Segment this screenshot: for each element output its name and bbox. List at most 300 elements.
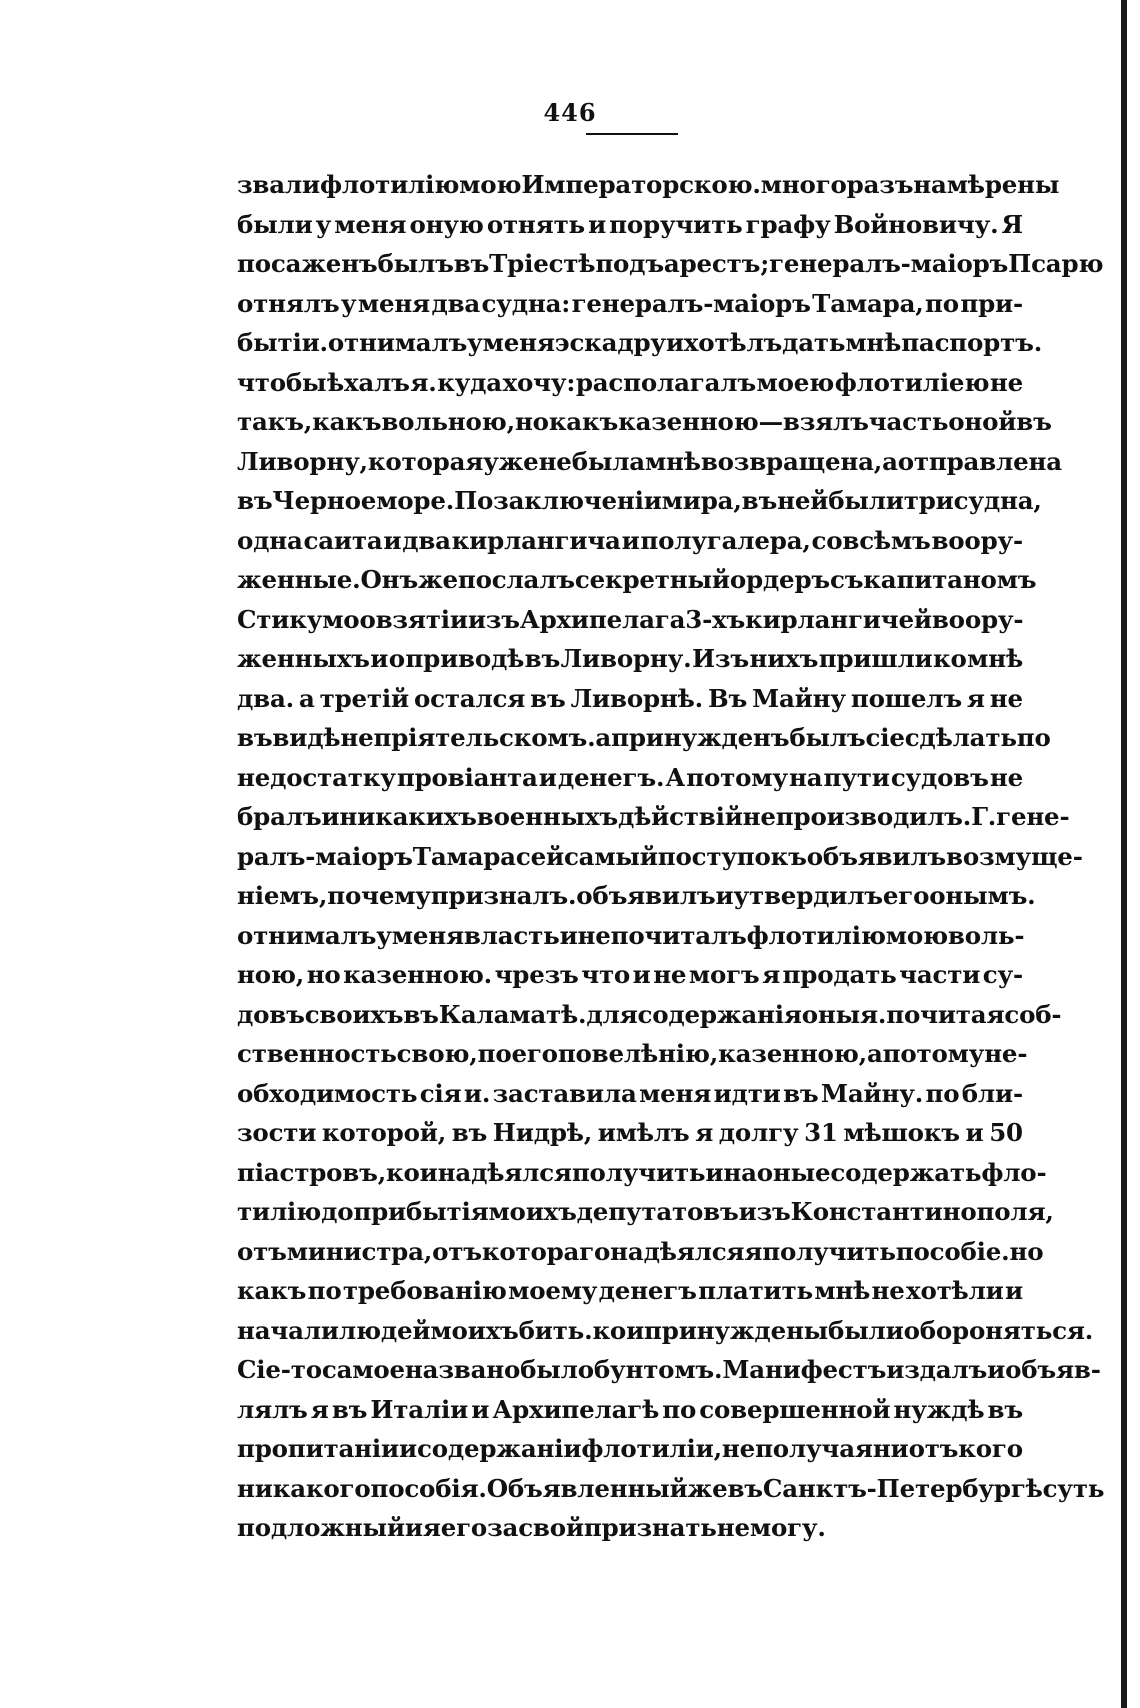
word: третій bbox=[319, 683, 409, 713]
text-line bbox=[237, 205, 1023, 245]
word: дать bbox=[782, 328, 846, 357]
word: не bbox=[989, 683, 1023, 713]
word: графу bbox=[745, 209, 831, 239]
word: Императорскою. bbox=[521, 170, 761, 199]
word: Нидрѣ, bbox=[492, 1118, 593, 1147]
text-line bbox=[237, 600, 1023, 640]
word: производилъ. bbox=[775, 802, 972, 831]
word: не bbox=[716, 1513, 750, 1542]
word: довъ bbox=[237, 999, 305, 1029]
word: я. bbox=[410, 367, 437, 397]
word: почиталъ bbox=[610, 920, 747, 950]
word: прибытія bbox=[353, 1197, 489, 1226]
word: три bbox=[903, 486, 954, 515]
word: подложный bbox=[237, 1513, 405, 1542]
word: министра, bbox=[286, 1236, 433, 1266]
word: чтобы bbox=[237, 367, 327, 397]
word: объявилъ bbox=[806, 841, 947, 871]
word: получить bbox=[571, 1157, 706, 1187]
word: казенною. bbox=[343, 960, 492, 989]
word: кои bbox=[386, 1157, 438, 1187]
word: мнѣ bbox=[644, 446, 701, 476]
word: воору- bbox=[931, 604, 1024, 634]
word: лялъ bbox=[237, 1394, 308, 1424]
word: Архипелага bbox=[519, 604, 686, 634]
word: возмуще- bbox=[946, 841, 1083, 871]
text-line bbox=[237, 995, 1062, 1035]
word: обходимость bbox=[237, 1078, 418, 1108]
word: начали bbox=[237, 1315, 339, 1345]
word: я bbox=[744, 1236, 763, 1266]
word: былъ bbox=[789, 723, 866, 752]
word: заключеніи bbox=[493, 486, 662, 515]
word: вольною, bbox=[381, 407, 515, 436]
word: моему bbox=[508, 1276, 598, 1305]
word: приводѣ bbox=[405, 644, 525, 673]
word: до bbox=[321, 1197, 354, 1226]
word: судовъ bbox=[890, 762, 989, 792]
word: а bbox=[595, 723, 612, 752]
word: части bbox=[899, 960, 981, 989]
word: отъ bbox=[432, 1236, 482, 1266]
word: флотилію bbox=[319, 170, 460, 199]
text-line bbox=[237, 718, 1051, 758]
text-line bbox=[237, 1074, 1023, 1114]
word: кирлангича bbox=[451, 525, 621, 555]
word: Манифестъ bbox=[722, 1355, 887, 1384]
word: былъ bbox=[377, 249, 454, 278]
word: какъ bbox=[312, 407, 382, 436]
word: же bbox=[417, 565, 458, 594]
word: не bbox=[538, 446, 572, 476]
word: въ bbox=[741, 486, 778, 515]
word: но bbox=[306, 960, 341, 989]
word: не bbox=[721, 1434, 756, 1463]
page-edge-shadow bbox=[1121, 0, 1127, 1708]
word: кирлангичей bbox=[745, 604, 932, 634]
word: изъ bbox=[467, 604, 520, 634]
word: хочу: bbox=[502, 367, 576, 397]
word: самое bbox=[321, 1355, 405, 1384]
word: надѣялся bbox=[437, 1157, 572, 1187]
word: и bbox=[987, 1355, 1006, 1384]
word: и bbox=[715, 881, 734, 910]
word: по bbox=[925, 1078, 960, 1108]
text-line bbox=[237, 323, 1043, 363]
word: отнималъ bbox=[237, 920, 377, 950]
text-line bbox=[237, 1192, 1054, 1232]
word: свою, bbox=[396, 1039, 478, 1068]
text-line bbox=[237, 363, 1023, 403]
word: меня bbox=[391, 920, 464, 950]
word: взятіи bbox=[375, 604, 468, 634]
word: названо bbox=[404, 1355, 521, 1384]
word: меня bbox=[334, 209, 407, 239]
word: 50 bbox=[989, 1118, 1023, 1147]
word: за bbox=[487, 1513, 519, 1542]
word: пособіе. bbox=[895, 1236, 1010, 1266]
word: призналъ. bbox=[430, 881, 577, 910]
word: Ливорну, bbox=[237, 446, 368, 476]
word: по bbox=[307, 1276, 342, 1305]
word: соб- bbox=[1004, 999, 1062, 1029]
word: отправлена bbox=[897, 446, 1062, 476]
word: по bbox=[477, 1039, 512, 1068]
word: но bbox=[514, 407, 549, 436]
word: и bbox=[621, 525, 640, 555]
word: непріятельскомъ. bbox=[340, 723, 596, 752]
word: флотиліи, bbox=[581, 1434, 722, 1463]
word: меня bbox=[482, 328, 555, 357]
word: и bbox=[665, 328, 684, 357]
word: въ bbox=[727, 1473, 763, 1503]
word: а bbox=[866, 1039, 883, 1068]
word: и bbox=[370, 644, 389, 673]
word: Черное bbox=[272, 486, 377, 515]
word: поступокъ bbox=[657, 841, 807, 871]
word: не- bbox=[984, 1039, 1028, 1068]
word: оныя. bbox=[801, 999, 887, 1029]
word: которая bbox=[367, 446, 484, 476]
word: власть bbox=[463, 920, 560, 950]
word: отъ bbox=[237, 1236, 287, 1266]
word: были bbox=[237, 209, 313, 239]
word: долгу bbox=[718, 1118, 799, 1147]
word: два bbox=[431, 288, 481, 318]
text-line bbox=[237, 1429, 1023, 1469]
word: тилію bbox=[237, 1197, 322, 1226]
word: и bbox=[588, 209, 607, 239]
word: такъ, bbox=[237, 407, 313, 436]
word: требованію bbox=[342, 1276, 507, 1305]
text-line bbox=[237, 244, 1104, 284]
word: въ bbox=[331, 1394, 368, 1424]
word: бунтомъ. bbox=[593, 1355, 723, 1384]
word: оные bbox=[756, 1157, 831, 1187]
word: Сіе-то bbox=[237, 1355, 322, 1384]
text-line bbox=[237, 1469, 1105, 1509]
word: потому bbox=[686, 762, 788, 792]
text-line bbox=[237, 1271, 1023, 1311]
word: паспортъ. bbox=[901, 328, 1043, 357]
word: судна: bbox=[481, 288, 571, 318]
word: женныхъ bbox=[237, 644, 370, 673]
word: бли- bbox=[961, 1078, 1023, 1108]
word: продать bbox=[782, 960, 897, 989]
word: у bbox=[315, 209, 332, 239]
word: оную bbox=[409, 209, 484, 239]
word: одна bbox=[237, 525, 303, 555]
word: объявилъ bbox=[576, 881, 716, 910]
word: я bbox=[310, 1394, 329, 1424]
word: Санктъ-Петербургѣ bbox=[762, 1473, 1043, 1503]
word: сдѣлать bbox=[904, 723, 1017, 752]
word: Тамара bbox=[412, 841, 516, 871]
word: было bbox=[520, 1355, 594, 1384]
word: не bbox=[577, 920, 611, 950]
word: въ bbox=[237, 486, 273, 515]
word: сіе bbox=[865, 723, 905, 752]
word: Тамара, bbox=[812, 288, 924, 318]
word: Тріестѣ bbox=[489, 249, 596, 278]
text-line bbox=[237, 481, 1042, 521]
word: мнѣ bbox=[845, 328, 902, 357]
text-line bbox=[237, 284, 1023, 324]
word: генералъ-маіоръ bbox=[571, 288, 811, 318]
word: объяв- bbox=[1005, 1355, 1101, 1384]
word: А bbox=[665, 762, 686, 792]
word: была bbox=[571, 446, 645, 476]
word: видѣ bbox=[272, 723, 341, 752]
word: которой, bbox=[321, 1118, 447, 1147]
text-line bbox=[237, 165, 1060, 205]
word: не bbox=[989, 367, 1023, 397]
word: ни bbox=[872, 1434, 909, 1463]
text-line bbox=[237, 1350, 1101, 1390]
text-line bbox=[237, 916, 1023, 956]
word: моихъ bbox=[430, 1315, 519, 1345]
word: часть bbox=[868, 407, 949, 436]
word: какъ bbox=[237, 1276, 307, 1305]
word: кого bbox=[958, 1434, 1023, 1463]
word: мнѣ bbox=[814, 1276, 871, 1305]
word: почему bbox=[327, 881, 431, 910]
text-line bbox=[237, 837, 1083, 877]
text-line bbox=[237, 402, 1052, 442]
word: гене- bbox=[996, 802, 1070, 831]
word: хотѣли bbox=[906, 1276, 1004, 1305]
word: денегъ bbox=[598, 1276, 697, 1305]
text-line bbox=[237, 1113, 1023, 1153]
word: у bbox=[376, 920, 392, 950]
word: не bbox=[871, 1276, 905, 1305]
word: бралъ bbox=[237, 802, 322, 831]
word: кои bbox=[592, 1315, 645, 1345]
word: никакихъ bbox=[339, 802, 477, 831]
word: чрезъ bbox=[494, 960, 579, 989]
text-line bbox=[237, 955, 1023, 995]
word: отнять bbox=[486, 209, 585, 239]
word: были bbox=[828, 1315, 904, 1345]
word: изъ bbox=[738, 1197, 791, 1226]
word: моихъ bbox=[488, 1197, 577, 1226]
word: при- bbox=[960, 288, 1023, 318]
text-line bbox=[237, 1153, 1047, 1193]
word: море. bbox=[376, 486, 455, 515]
word: Италіи bbox=[370, 1394, 469, 1424]
word: совершенной bbox=[699, 1394, 891, 1424]
word: флотиліею bbox=[834, 367, 990, 397]
text-line bbox=[237, 1232, 1044, 1272]
text-line bbox=[237, 1508, 1023, 1548]
word: самый bbox=[563, 841, 658, 871]
word: меня bbox=[639, 1078, 712, 1108]
word: пришли bbox=[818, 644, 933, 673]
word: ѣхалъ bbox=[326, 367, 410, 397]
word: суть bbox=[1042, 1473, 1105, 1503]
word: посаженъ bbox=[237, 249, 378, 278]
word: отнималъ bbox=[327, 328, 468, 357]
word: дѣйствій bbox=[617, 802, 743, 831]
word: секретный bbox=[574, 565, 730, 594]
word: и bbox=[383, 525, 402, 555]
page-number: 446 bbox=[543, 98, 597, 127]
word: котораго bbox=[481, 1236, 611, 1266]
word: и bbox=[965, 1118, 984, 1147]
body-text bbox=[237, 165, 1105, 1548]
text-line bbox=[237, 442, 1062, 482]
text-line bbox=[237, 758, 1023, 798]
word: принуждены bbox=[644, 1315, 829, 1345]
text-line bbox=[237, 679, 1023, 719]
word: бить. bbox=[518, 1315, 593, 1345]
word: пути bbox=[823, 762, 890, 792]
word: и bbox=[399, 1434, 417, 1463]
word: два bbox=[402, 525, 451, 555]
word: совсѣмъ bbox=[811, 525, 931, 555]
word: арестъ; bbox=[663, 249, 770, 278]
word: Константинополя, bbox=[790, 1197, 1054, 1226]
page-number-rule bbox=[586, 133, 678, 135]
word: же bbox=[687, 1473, 728, 1503]
word: содержаніи bbox=[417, 1434, 582, 1463]
word: мира, bbox=[661, 486, 742, 515]
word: ралъ-маіоръ bbox=[237, 841, 413, 871]
word: меня bbox=[357, 288, 430, 318]
word: Ливорну. bbox=[560, 644, 692, 673]
word: въ bbox=[530, 683, 566, 713]
word: а bbox=[882, 446, 898, 476]
word: его bbox=[882, 881, 930, 910]
word: Войновичу. bbox=[833, 209, 999, 239]
word: много bbox=[760, 170, 847, 199]
word: но bbox=[1009, 1236, 1044, 1266]
text-line bbox=[237, 639, 1023, 679]
word: какъ bbox=[548, 407, 619, 436]
word: мою bbox=[885, 920, 948, 950]
word: о bbox=[359, 604, 376, 634]
word: оной bbox=[948, 407, 1017, 436]
word: получая bbox=[755, 1434, 873, 1463]
word: Майну bbox=[752, 683, 846, 713]
word: я bbox=[966, 683, 985, 713]
word: полугалера, bbox=[640, 525, 811, 555]
word: свой bbox=[518, 1513, 584, 1542]
word: капитаномъ bbox=[863, 565, 1037, 594]
text-line bbox=[237, 521, 1023, 561]
word: не bbox=[653, 960, 687, 989]
word: 31 bbox=[804, 1118, 838, 1147]
word: обороняться. bbox=[903, 1315, 1094, 1345]
word: зости bbox=[237, 1118, 317, 1147]
word: заставила bbox=[492, 1078, 637, 1108]
word: идти bbox=[713, 1078, 781, 1108]
word: утвердилъ bbox=[733, 881, 883, 910]
word: не bbox=[989, 762, 1023, 792]
word: могу. bbox=[749, 1513, 826, 1542]
word: мою bbox=[459, 170, 522, 199]
word: по bbox=[662, 1394, 697, 1424]
word: получить bbox=[762, 1236, 896, 1266]
word: никакого bbox=[237, 1473, 371, 1503]
word: издалъ bbox=[886, 1355, 988, 1384]
text-line bbox=[237, 560, 1037, 600]
word: бытіи. bbox=[237, 328, 328, 357]
word: и bbox=[705, 1157, 724, 1187]
word: и bbox=[321, 802, 340, 831]
word: поручить bbox=[609, 209, 743, 239]
word: Каламатѣ. bbox=[438, 999, 587, 1029]
word: и bbox=[404, 1513, 423, 1542]
word: въ bbox=[987, 1394, 1023, 1424]
word: остался bbox=[413, 683, 526, 713]
word: эскадру bbox=[554, 328, 666, 357]
word: и bbox=[1005, 1276, 1023, 1305]
word: и bbox=[538, 762, 557, 792]
word: флотилію bbox=[746, 920, 886, 950]
word: и bbox=[471, 1394, 490, 1424]
word: хотѣлъ bbox=[683, 328, 783, 357]
word: Я bbox=[1001, 209, 1023, 239]
word: въ bbox=[524, 644, 561, 673]
word: моею bbox=[756, 367, 835, 397]
word: нуждѣ bbox=[893, 1394, 985, 1424]
word: подъ bbox=[595, 249, 664, 278]
word: на bbox=[723, 1157, 757, 1187]
word: содержать bbox=[830, 1157, 982, 1187]
word: Въ bbox=[707, 683, 748, 713]
word: ко bbox=[933, 644, 967, 673]
word: на bbox=[788, 762, 823, 792]
word: депутатовъ bbox=[576, 1197, 739, 1226]
word: казенною, bbox=[718, 1039, 867, 1068]
word: что bbox=[581, 960, 631, 989]
word: воль- bbox=[947, 920, 1025, 950]
word: пособія. bbox=[370, 1473, 487, 1503]
word: Г. bbox=[971, 802, 997, 831]
word: ственность bbox=[237, 1039, 397, 1068]
word: содержанія bbox=[637, 999, 802, 1029]
word: мѣшокъ bbox=[843, 1118, 960, 1147]
word: ней bbox=[777, 486, 829, 515]
word: Объявленный bbox=[486, 1473, 688, 1503]
text-line bbox=[237, 876, 1036, 916]
word: у bbox=[467, 328, 483, 357]
word: генералъ-маіоръ bbox=[769, 249, 1009, 278]
word: почитая bbox=[886, 999, 1005, 1029]
word: людей bbox=[338, 1315, 431, 1345]
word: и bbox=[632, 960, 651, 989]
word: и. bbox=[463, 1078, 491, 1108]
word: піастровъ, bbox=[237, 1157, 387, 1187]
word: су- bbox=[982, 960, 1023, 989]
word: располагалъ bbox=[575, 367, 756, 397]
word: По bbox=[454, 486, 494, 515]
word: звали bbox=[237, 170, 320, 199]
word: въ bbox=[783, 1078, 819, 1108]
word: разъ bbox=[846, 170, 914, 199]
word: Онъ bbox=[360, 565, 418, 594]
word: отнялъ bbox=[237, 288, 340, 318]
word: куда bbox=[437, 367, 502, 397]
word: уже bbox=[483, 446, 539, 476]
word: два. bbox=[237, 683, 294, 713]
word: казенною—взялъ bbox=[618, 407, 869, 436]
word: военныхъ bbox=[476, 802, 618, 831]
word: 3-хъ bbox=[685, 604, 746, 634]
word: сей bbox=[515, 841, 564, 871]
word: возвращена, bbox=[700, 446, 883, 476]
